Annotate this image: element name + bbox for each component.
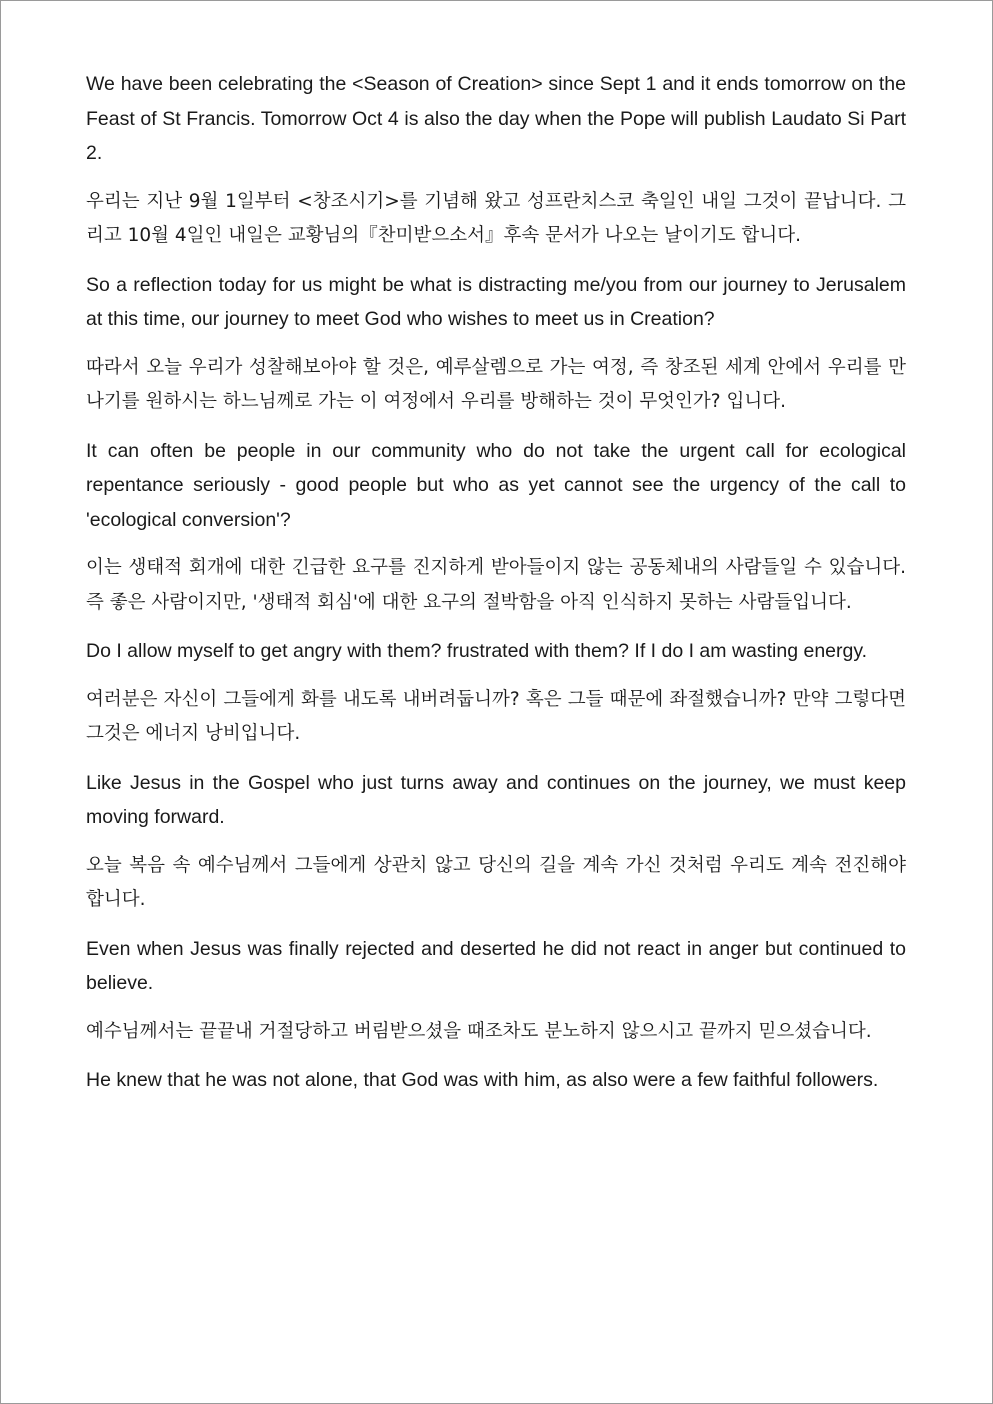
- paragraph-english: He knew that he was not alone, that God was with him, as also were a few faithful followers.: [86, 1069, 879, 1091]
- paragraph-english: So a reflection today for us might be what is distracting me/you from our journey to Jerusalem at this time, our journey to meet God who wishes to meet us in Creation?: [86, 273, 906, 330]
- paragraph-korean: 이는 생태적 회개에 대한 긴급한 요구를 진지하게 받아들이지 않는 공동체내의 사람들일 수 있습니다. 즉 좋은 사람이지만, '생태적 회심'에 대한 요구의 절박함을 아직 인식하지 못하는 사람들입니다.: [86, 557, 906, 613]
- paragraph-english: Even when Jesus was finally rejected and deserted he did not react in anger but continued to believe.: [86, 937, 906, 994]
- paragraph-korean: 예수님께서는 끝끝내 거절당하고 버림받으셨을 때조차도 분노하지 않으시고 끝까지 믿으셨습니다.: [86, 1020, 872, 1042]
- paragraph-korean: 오늘 복음 속 예수님께서 그들에게 상관치 않고 당신의 길을 계속 가신 것처럼 우리도 계속 전진해야 합니다.: [86, 854, 906, 910]
- paragraph-english: Like Jesus in the Gospel who just turns away and continues on the journey, we must keep moving forward.: [86, 771, 906, 828]
- paragraph-english: Do I allow myself to get angry with them? frustrated with them? If I do I am wasting energy.: [86, 640, 868, 662]
- paragraph-korean: 여러분은 자신이 그들에게 화를 내도록 내버려둡니까? 혹은 그들 때문에 좌절했습니까? 만약 그렇다면 그것은 에너지 낭비입니다.: [86, 688, 906, 744]
- paragraph-korean: 우리는 지난 9월 1일부터 <창조시기>를 기념해 왔고 성프란치스코 축일인 내일 그것이 끝납니다. 그리고 10월 4일인 내일은 교황님의『찬미받으소서』후속 문서가 나오는 날이기도 합니다.: [86, 190, 906, 246]
- document-body: [86, 67, 906, 1112]
- paragraph-english: It can often be people in our community who do not take the urgent call for ecological repentance seriously - good people but who as yet cannot see the urgency of the call to 'ecological conversion'?: [86, 439, 906, 531]
- paragraph-korean: 따라서 오늘 우리가 성찰해보아야 할 것은, 예루살렘으로 가는 여정, 즉 창조된 세계 안에서 우리를 만나기를 원하시는 하느님께로 가는 이 여정에서 우리를 방해하는 것이 무엇인가? 입니다.: [86, 356, 906, 412]
- paragraph-english: We have been celebrating the <Season of Creation> since Sept 1 and it ends tomorrow on the Feast of St Francis. Tomorrow Oct 4 is also the day when the Pope will publish Laudato Si Part 2.: [86, 73, 906, 164]
